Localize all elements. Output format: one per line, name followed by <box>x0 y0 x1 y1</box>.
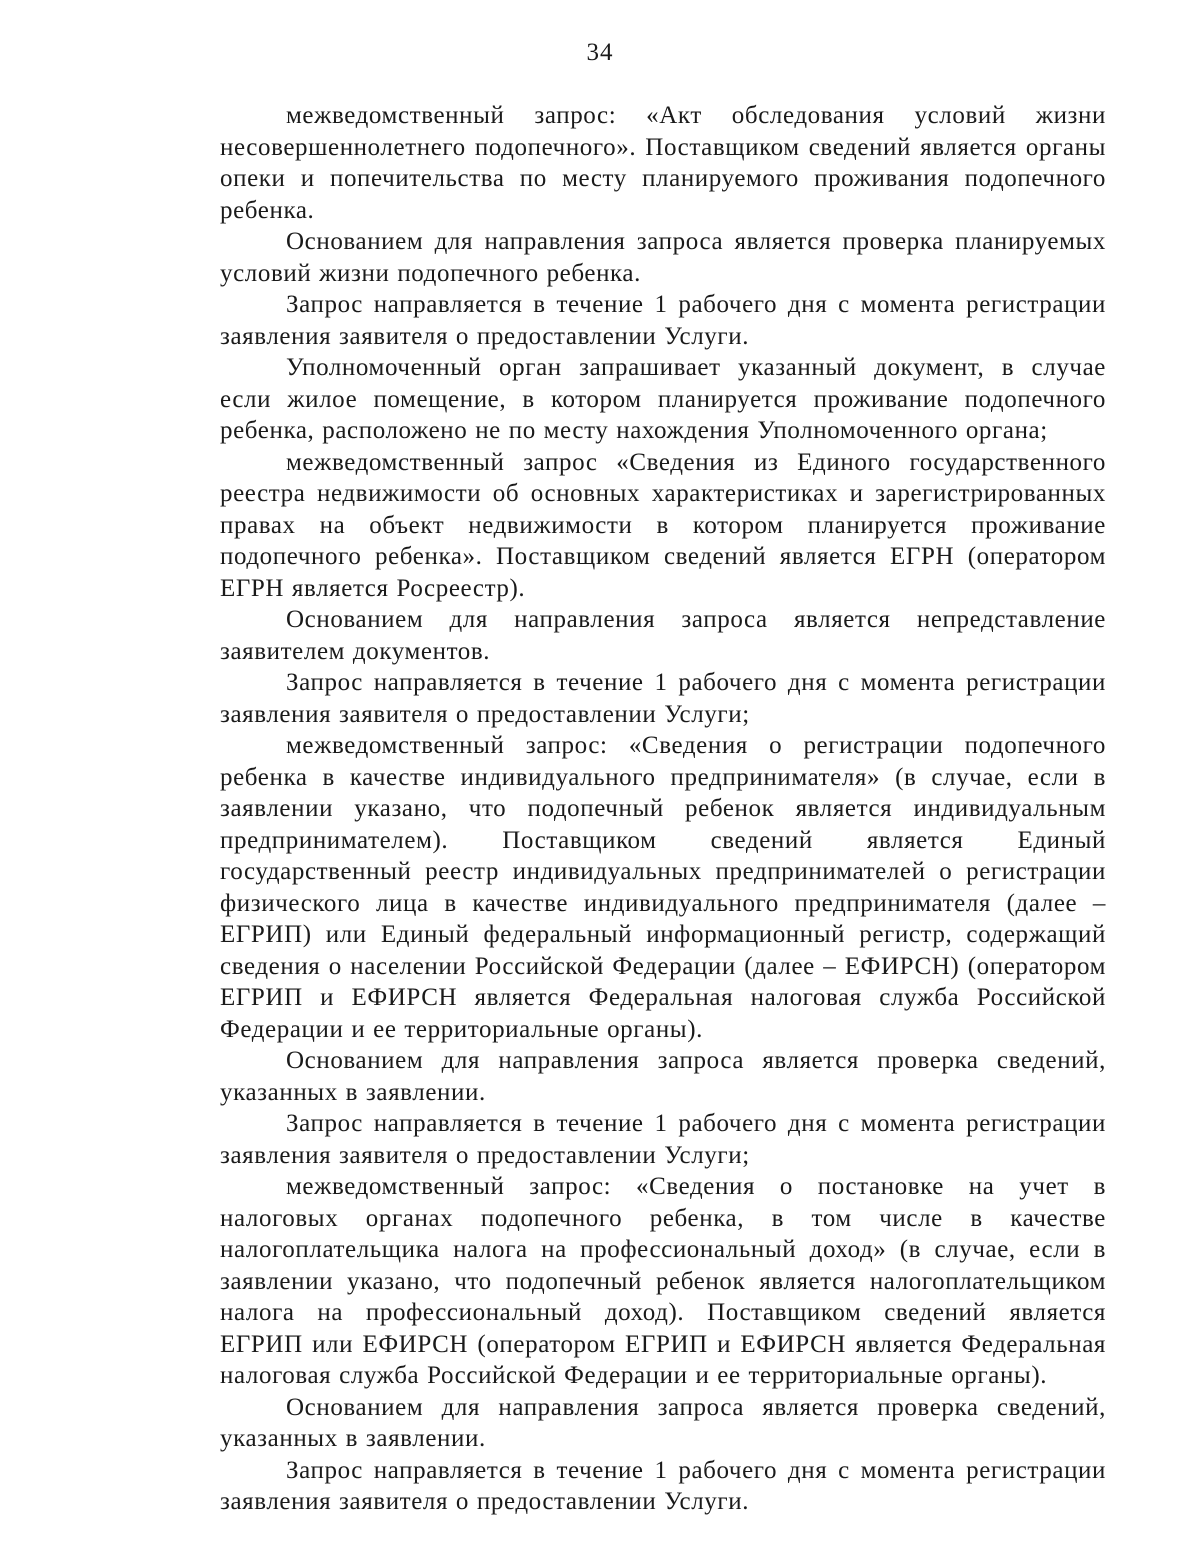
document-body <box>220 100 1106 1518</box>
paragraph-request-deadline: Запрос направляется в течение 1 рабочего дня с момента регистрации заявления заявителя о предоставлении Услуги; <box>220 1110 1106 1169</box>
paragraph-egrip-request: межведомственный запрос: «Сведения о регистрации подопечного ребенка в качестве индивидуального предпринимателя» (в случае, если в заявлении указано, что подопечный ребенок является индивидуальным предпринимателем). Поставщиком сведений является Единый государственный реестр индивидуальных предпринимателей о регистрации физического лица в качестве индивидуального предпринимателя (далее – ЕГРИП) или Единый федеральный информационный регистр, содержащий сведения о населении Российской Федерации (далее – ЕФИРСН) (оператором ЕГРИП и ЕФИРСН является Федеральная налоговая служба Российской Федерации и ее территориальные органы). <box>220 732 1106 1043</box>
paragraph-request-deadline: Запрос направляется в течение 1 рабочего дня с момента регистрации заявления заявителя о предоставлении Услуги. <box>220 291 1106 350</box>
paragraph-egrn-request: межведомственный запрос «Сведения из Единого государственного реестра недвижимости об основных характеристиках и зарегистрированных правах на объект недвижимости в котором планируется проживание подопечного ребенка». Поставщиком сведений является ЕГРН (оператором ЕГРН является Росреестр). <box>220 448 1106 602</box>
paragraph-basis-living-conditions: Основанием для направления запроса является проверка планируемых условий жизни подопечного ребенка. <box>220 228 1106 287</box>
paragraph-request-deadline: Запрос направляется в течение 1 рабочего дня с момента регистрации заявления заявителя о предоставлении Услуги. <box>220 1456 1106 1515</box>
paragraph-request-deadline: Запрос направляется в течение 1 рабочего дня с момента регистрации заявления заявителя о предоставлении Услуги; <box>220 669 1106 728</box>
paragraph-egrn-act-request: межведомственный запрос: «Акт обследования условий жизни несовершеннолетнего подопечного». Поставщиком сведений является органы опеки и попечительства по месту планируемого проживания подопечного ребенка. <box>220 102 1106 224</box>
paragraph-basis-documents: Основанием для направления запроса является непредставление заявителем документов. <box>220 606 1106 665</box>
paragraph-basis-verification: Основанием для направления запроса является проверка сведений, указанных в заявлении. <box>220 1047 1106 1106</box>
paragraph-tax-registration-request: межведомственный запрос: «Сведения о постановке на учет в налоговых органах подопечного ребенка, в том числе в качестве налогоплательщика налога на профессиональный доход» (в случае, если в заявлении указано, что подопечный ребенок является налогоплательщиком налога на профессиональный доход). Поставщиком сведений является ЕГРИП или ЕФИРСН (оператором ЕГРИП и ЕФИРСН является Федеральная налоговая служба Российской Федерации и ее территориальные органы). <box>220 1173 1106 1389</box>
paragraph-authorized-body: Уполномоченный орган запрашивает указанный документ, в случае если жилое помещение, в котором планируется проживание подопечного ребенка, расположено не по месту нахождения Уполномоченного органа; <box>220 354 1106 444</box>
page-number: 34 <box>586 39 614 66</box>
paragraph-basis-verification: Основанием для направления запроса является проверка сведений, указанных в заявлении. <box>220 1393 1106 1452</box>
